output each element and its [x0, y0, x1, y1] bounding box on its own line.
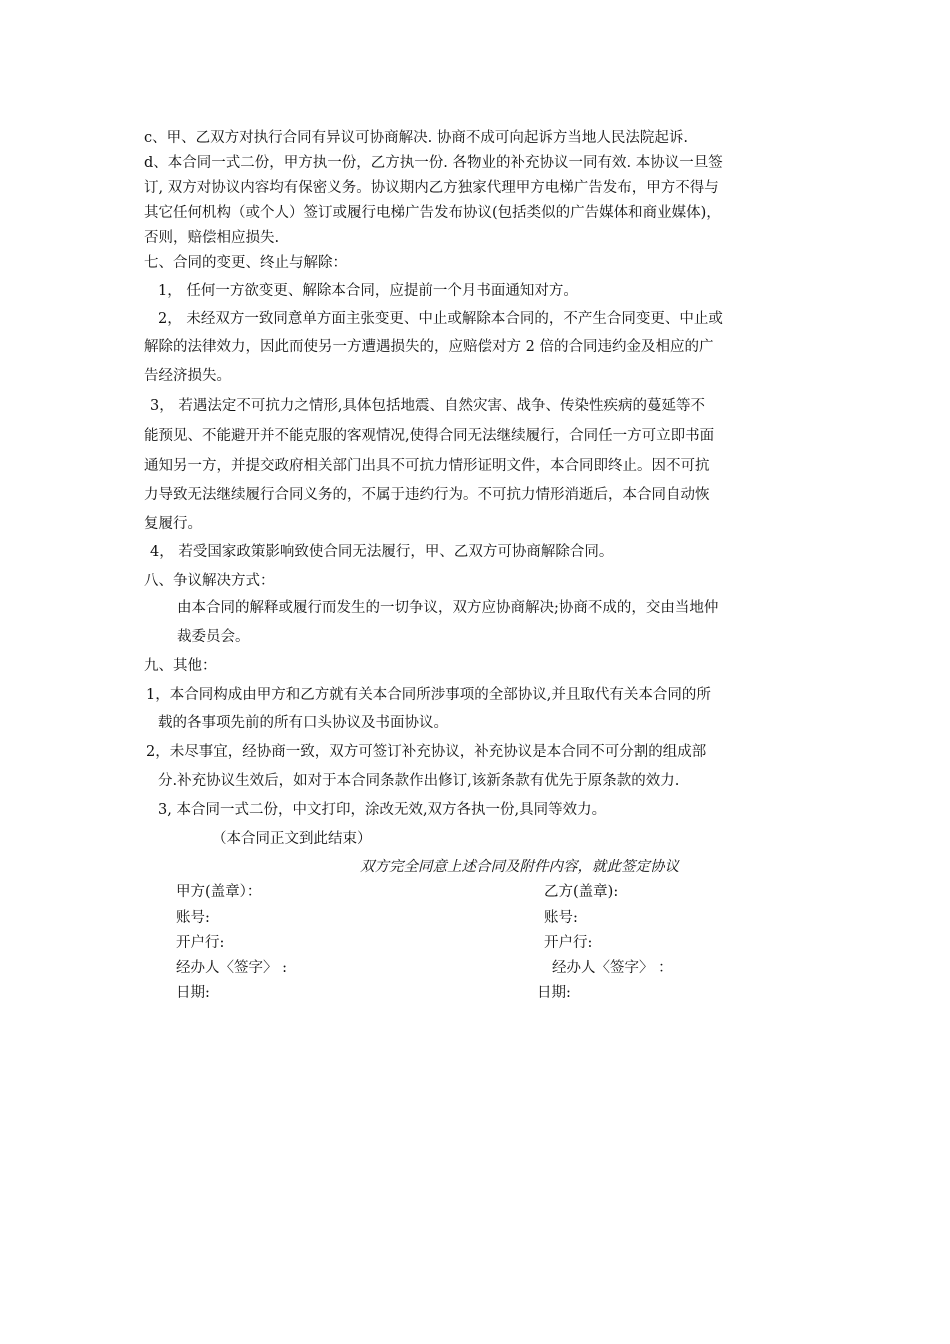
end-note: （本合同正文到此结束）	[212, 831, 372, 847]
party-a-bank-label: 开户行:	[176, 935, 225, 951]
party-b-date-label: 日期:	[537, 985, 571, 1001]
agreement-statement: 双方完全同意上述合同及附件内容，就此签定协议	[360, 859, 679, 875]
section-7-item-2-line: 2， 未经双方一致同意单方面主张变更、中止或解除本合同的，不产生合同变更、中止或	[158, 311, 723, 327]
party-a-account-label: 账号:	[176, 910, 210, 926]
party-b-agent-label: 经办人〈签字〉 ：	[552, 960, 673, 976]
section-7-item-2-line: 解除的法律效力，因此而使另一方遭遇损失的，应赔偿对方 2 倍的合同违约金及相应的广	[144, 339, 714, 355]
section-7-item-2-line: 告经济损失。	[144, 368, 231, 384]
party-b-seal-label: 乙方(盖章):	[544, 884, 619, 900]
section-7-item-3-line: 通知另一方，并提交政府相关部门出具不可抗力情形证明文件，本合同即终止。因不可抗	[144, 458, 710, 474]
section-9-item-3: 3, 本合同一式二份，中文打印，涂改无效,双方各执一份,具同等效力。	[158, 802, 607, 818]
party-a-agent-label: 经办人〈签字〉 :	[176, 960, 287, 976]
party-a-date-label: 日期:	[176, 985, 210, 1001]
section-7-heading: 七、合同的变更、终止与解除：	[144, 255, 347, 271]
section-7-item-1: 1， 任何一方欲变更、解除本合同，应提前一个月书面通知对方。	[158, 283, 578, 299]
section-7-item-4: 4， 若受国家政策影响致使合同无法履行，甲、乙双方可协商解除合同。	[150, 544, 614, 560]
section-8-body-line: 由本合同的解释或履行而发生的一切争议，双方应协商解决;协商不成的，交由当地仲	[177, 600, 719, 616]
clause-d-line: 其它任何机构（或个人）签订或履行电梯广告发布协议(包括类似的广告媒体和商业媒体)，	[144, 205, 721, 221]
section-7-item-3-line: 复履行。	[144, 516, 202, 532]
clause-d-line: d、本合同一式二份，甲方执一份，乙方执一份. 各物业的补充协议一同有效. 本协议一旦签	[144, 155, 723, 171]
section-9-item-2-line: 分.补充协议生效后，如对于本合同条款作出修订,该新条款有优先于原条款的效力.	[158, 773, 680, 789]
section-9-item-1-line: 载的各事项先前的所有口头协议及书面协议。	[158, 715, 448, 731]
party-b-bank-label: 开户行:	[544, 935, 593, 951]
section-9-item-2-line: 2，未尽事宜，经协商一致，双方可签订补充协议，补充协议是本合同不可分割的组成部	[146, 744, 707, 760]
section-9-item-1-line: 1，本合同构成由甲方和乙方就有关本合同所涉事项的全部协议,并且取代有关本合同的所	[146, 687, 711, 703]
party-a-seal-label: 甲方(盖章）：	[176, 884, 262, 900]
clause-d-line: 否则，赔偿相应损失.	[144, 230, 280, 246]
section-9-heading: 九、其他：	[144, 658, 217, 674]
section-7-item-3-line: 3， 若遇法定不可抗力之情形,具体包括地震、自然灾害、战争、传染性疾病的蔓延等不	[150, 398, 705, 414]
clause-c: c、甲、乙双方对执行合同有异议可协商解决. 协商不成可向起诉方当地人民法院起诉.	[144, 130, 688, 146]
section-8-body-line: 裁委员会。	[177, 629, 250, 645]
section-7-item-3-line: 力导致无法继续履行合同义务的，不属于违约行为。不可抗力情形消逝后，本合同自动恢	[144, 487, 710, 503]
party-b-account-label: 账号:	[544, 910, 578, 926]
clause-d-line: 订, 双方对协议内容均有保密义务。协议期内乙方独家代理甲方电梯广告发布，甲方不得与	[144, 180, 719, 196]
section-7-item-3-line: 能预见、不能避开并不能克服的客观情况,使得合同无法继续履行，合同任一方可立即书面	[144, 428, 715, 444]
section-8-heading: 八、争议解决方式：	[144, 573, 275, 589]
